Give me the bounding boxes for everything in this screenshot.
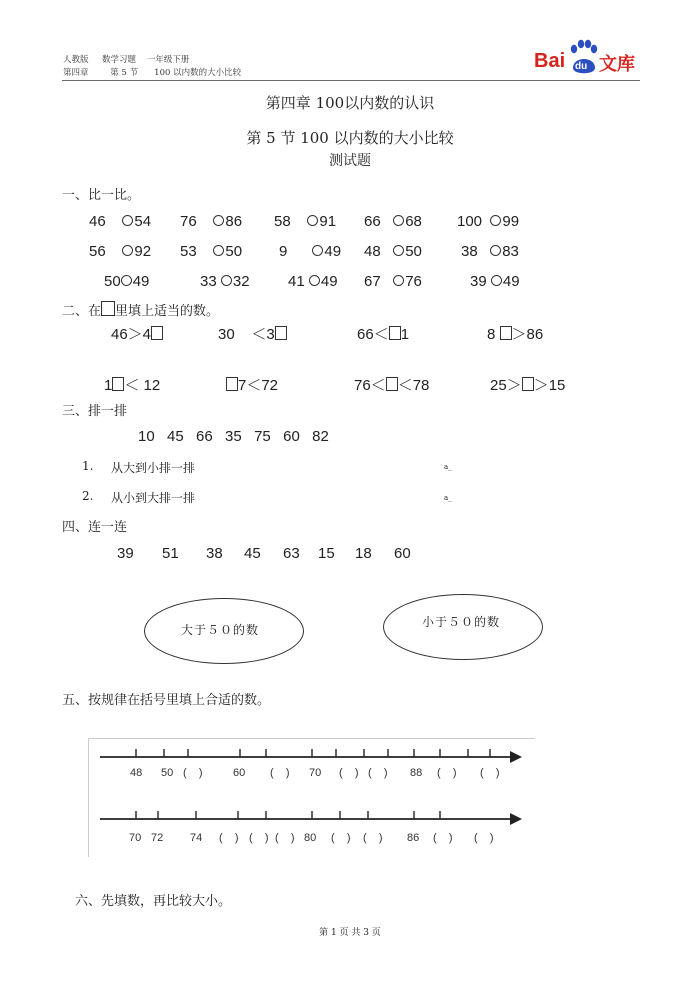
compare-item: 46 54 [89, 213, 152, 230]
blank-box[interactable] [275, 326, 287, 340]
nl1-label: 70 [309, 767, 322, 779]
q2-heading: 二、在 里填上适当的数。 [62, 300, 219, 319]
compare-item: 33 32 [200, 273, 250, 290]
header-grade: 一年级下册 [146, 55, 190, 65]
greater-than-50-label: 大于５０的数 [181, 623, 260, 637]
blank-box[interactable] [226, 377, 238, 391]
header-section: 第 5 节 [110, 68, 138, 78]
header-line-2 [63, 66, 241, 78]
header-chapter: 第四章 [63, 68, 89, 78]
connect-number[interactable]: 60 [394, 545, 411, 562]
logo-text-du: du [575, 61, 588, 72]
compare-item: 38 83 [461, 243, 519, 260]
greater-than-50-ellipse[interactable] [144, 598, 304, 664]
header-line-1 [63, 53, 189, 65]
nl2-label: 70 [129, 832, 142, 844]
nl1-blank[interactable]: ( ) [437, 767, 457, 779]
q3-sub2-number: 2. [82, 489, 94, 503]
blank-circle[interactable] [490, 245, 501, 256]
compare-item: 56 92 [89, 243, 152, 260]
blank-box[interactable] [112, 377, 124, 391]
q3-numbers: 10 45 66 35 75 60 82 [138, 428, 329, 445]
blank-circle[interactable] [307, 215, 318, 226]
connect-number[interactable]: 51 [162, 545, 179, 562]
less-than-50-label: 小于５０的数 [422, 615, 501, 629]
compare-item: 100 99 [457, 213, 520, 230]
logo-text-wenku: 文库 [599, 54, 635, 75]
empty-box-icon [101, 301, 115, 316]
nl1-blank[interactable]: ( ) [270, 767, 290, 779]
fill-item: 7＜72 [226, 374, 278, 395]
compare-item: 67 76 [364, 273, 422, 290]
q3-sub1: 从大到小排一排 [111, 461, 196, 475]
nl2-label: 72 [151, 832, 164, 844]
compare-item: 66 68 [364, 213, 422, 230]
compare-item: 48 50 [364, 243, 422, 260]
connect-number[interactable]: 18 [355, 545, 372, 562]
answer-mark: a_ [444, 494, 452, 502]
compare-item: 41 49 [288, 273, 338, 290]
compare-item: 53 50 [180, 243, 243, 260]
header-type: 数学习题 [102, 55, 137, 65]
q1-heading: 一、比一比。 [62, 188, 141, 203]
nl1-label: 50 [161, 767, 174, 779]
page-footer: 第 1 页 共 3 页 [319, 928, 381, 938]
nl2-blank[interactable]: ( ) [433, 832, 453, 844]
nl2-blank[interactable]: ( ) [249, 832, 269, 844]
fill-item: 1 ＜ 12 [104, 377, 161, 394]
nl2-blank[interactable]: ( ) [474, 832, 494, 844]
fill-item: 76＜ ＜78 [354, 377, 430, 394]
subtitle: 测试题 [329, 153, 371, 169]
q6-heading: 六、先填数，再比较大小。 [75, 894, 232, 909]
nl2-label: 74 [190, 832, 203, 844]
section-title: 第 5 节 100 以内数的大小比较 [246, 129, 454, 147]
blank-box[interactable] [522, 377, 534, 391]
fill-item: 46＞4 [111, 323, 163, 344]
connect-number[interactable]: 45 [244, 545, 261, 562]
baidu-wenku-logo[interactable] [534, 38, 640, 78]
compare-item: 76 86 [180, 213, 243, 230]
blank-circle[interactable] [122, 215, 133, 226]
blank-circle[interactable] [491, 275, 502, 286]
blank-circle[interactable] [490, 215, 501, 226]
q4-heading: 四、连一连 [62, 520, 128, 535]
nl1-label: 48 [130, 767, 143, 779]
nl1-blank[interactable]: ( ) [368, 767, 388, 779]
fill-item: 30 ＜3 [218, 323, 287, 344]
blank-circle[interactable] [221, 275, 232, 286]
connect-number[interactable]: 38 [206, 545, 223, 562]
q3-heading: 三、排一排 [62, 404, 128, 419]
nl1-blank[interactable]: ( ) [339, 767, 359, 779]
q3-sub2: 从小到大排一排 [111, 491, 196, 505]
blank-box[interactable] [500, 326, 512, 340]
connect-number[interactable]: 63 [283, 545, 300, 562]
nl2-label: 86 [407, 832, 420, 844]
q3-sub1-number: 1. [82, 459, 94, 473]
blank-circle[interactable] [213, 215, 224, 226]
compare-item: 58 91 [274, 213, 337, 230]
chapter-title: 第四章 100以内数的认识 [265, 94, 435, 112]
nl2-blank[interactable]: ( ) [331, 832, 351, 844]
fill-item: 66＜ 1 [357, 326, 410, 343]
logo-text-bai: Bai [534, 50, 566, 72]
connect-number[interactable]: 15 [318, 545, 335, 562]
compare-item: 39 49 [470, 273, 520, 290]
answer-mark: a_ [444, 463, 452, 471]
blank-circle[interactable] [312, 245, 323, 256]
nl1-blank[interactable]: ( ) [480, 767, 500, 779]
less-than-50-ellipse[interactable] [383, 594, 543, 660]
nl2-blank[interactable]: ( ) [219, 832, 239, 844]
blank-circle[interactable] [393, 215, 404, 226]
blank-circle[interactable] [122, 245, 133, 256]
blank-circle[interactable] [121, 275, 132, 286]
compare-item: 9 49 [279, 243, 342, 260]
blank-circle[interactable] [393, 275, 404, 286]
nl1-label: 60 [233, 767, 246, 779]
blank-box[interactable] [389, 326, 401, 340]
connect-number[interactable]: 39 [117, 545, 134, 562]
header-edition: 人教版 [63, 55, 89, 65]
nl2-blank[interactable]: ( ) [275, 832, 295, 844]
compare-item: 50 49 [104, 273, 150, 290]
paw-icon [567, 38, 599, 78]
fill-item: 25＞ ＞15 [490, 377, 566, 394]
blank-circle[interactable] [213, 245, 224, 256]
blank-circle[interactable] [309, 275, 320, 286]
header-topic: 100 以内数的大小比较 [154, 68, 242, 78]
header-rule [62, 80, 640, 81]
blank-circle[interactable] [393, 245, 404, 256]
blank-box[interactable] [386, 377, 398, 391]
nl2-blank[interactable]: ( ) [363, 832, 383, 844]
blank-box[interactable] [151, 326, 163, 340]
nl1-blank[interactable]: ( ) [183, 767, 203, 779]
fill-item: 8 ＞86 [487, 326, 544, 343]
nl1-label: 88 [410, 767, 423, 779]
q5-heading: 五、按规律在括号里填上合适的数。 [62, 693, 271, 708]
nl2-label: 80 [304, 832, 317, 844]
